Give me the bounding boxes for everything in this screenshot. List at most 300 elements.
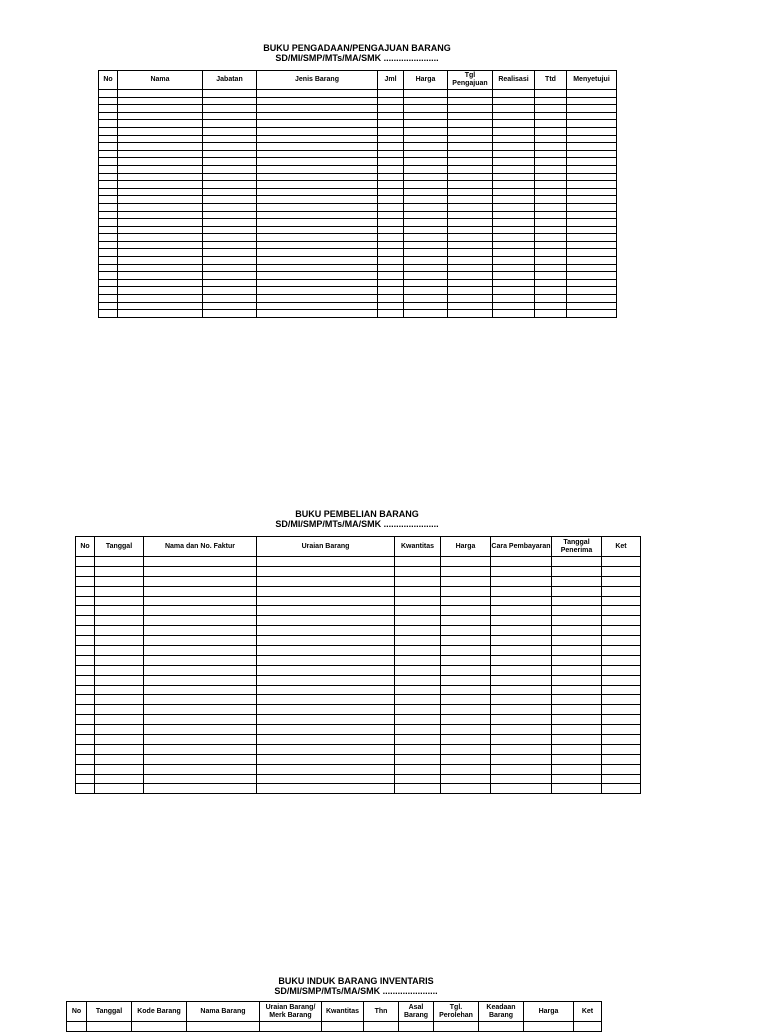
table-cell[interactable]	[144, 586, 257, 596]
table-cell[interactable]	[567, 295, 617, 303]
table-cell[interactable]	[404, 302, 448, 310]
table-cell[interactable]	[535, 226, 567, 234]
table-cell[interactable]	[404, 105, 448, 113]
table-cell[interactable]	[535, 173, 567, 181]
table-cell[interactable]	[404, 203, 448, 211]
table-cell[interactable]	[257, 626, 395, 636]
table-cell[interactable]	[257, 715, 395, 725]
table-cell[interactable]	[144, 725, 257, 735]
table-cell[interactable]	[404, 234, 448, 242]
table-cell[interactable]	[203, 135, 257, 143]
table-cell[interactable]	[257, 287, 378, 295]
table-cell[interactable]	[203, 158, 257, 166]
table-cell[interactable]	[378, 112, 404, 120]
table-cell[interactable]	[491, 754, 552, 764]
table-cell[interactable]	[257, 135, 378, 143]
table-cell[interactable]	[535, 196, 567, 204]
table-cell[interactable]	[87, 1022, 132, 1032]
table-cell[interactable]	[448, 120, 493, 128]
table-cell[interactable]	[602, 626, 641, 636]
table-cell[interactable]	[76, 784, 95, 794]
table-cell[interactable]	[535, 279, 567, 287]
table-cell[interactable]	[441, 695, 491, 705]
table-cell[interactable]	[535, 120, 567, 128]
table-cell[interactable]	[493, 226, 535, 234]
table-cell[interactable]	[257, 241, 378, 249]
table-cell[interactable]	[257, 295, 378, 303]
table-cell[interactable]	[448, 181, 493, 189]
table-cell[interactable]	[144, 774, 257, 784]
table-cell[interactable]	[491, 606, 552, 616]
table-cell[interactable]	[203, 249, 257, 257]
table-cell[interactable]	[203, 234, 257, 242]
table-cell[interactable]	[493, 310, 535, 318]
table-cell[interactable]	[99, 211, 118, 219]
table-cell[interactable]	[76, 636, 95, 646]
table-cell[interactable]	[76, 616, 95, 626]
table-cell[interactable]	[493, 90, 535, 98]
table-cell[interactable]	[95, 576, 144, 586]
table-cell[interactable]	[567, 257, 617, 265]
table-cell[interactable]	[99, 90, 118, 98]
table-cell[interactable]	[378, 203, 404, 211]
table-cell[interactable]	[535, 295, 567, 303]
table-cell[interactable]	[76, 626, 95, 636]
table-cell[interactable]	[99, 241, 118, 249]
table-cell[interactable]	[257, 173, 378, 181]
table-cell[interactable]	[441, 586, 491, 596]
table-cell[interactable]	[203, 203, 257, 211]
table-cell[interactable]	[144, 754, 257, 764]
table-cell[interactable]	[203, 181, 257, 189]
table-cell[interactable]	[95, 566, 144, 576]
table-cell[interactable]	[448, 158, 493, 166]
table-cell[interactable]	[448, 272, 493, 280]
table-cell[interactable]	[448, 219, 493, 227]
table-cell[interactable]	[257, 120, 378, 128]
table-cell[interactable]	[535, 272, 567, 280]
table-cell[interactable]	[99, 279, 118, 287]
table-cell[interactable]	[99, 97, 118, 105]
table-cell[interactable]	[524, 1022, 574, 1032]
table-cell[interactable]	[76, 764, 95, 774]
table-cell[interactable]	[257, 127, 378, 135]
table-cell[interactable]	[395, 616, 441, 626]
table-cell[interactable]	[404, 97, 448, 105]
table-cell[interactable]	[144, 695, 257, 705]
table-cell[interactable]	[257, 725, 395, 735]
table-cell[interactable]	[602, 784, 641, 794]
table-cell[interactable]	[99, 196, 118, 204]
table-cell[interactable]	[76, 586, 95, 596]
table-cell[interactable]	[203, 165, 257, 173]
table-cell[interactable]	[76, 774, 95, 784]
table-cell[interactable]	[567, 188, 617, 196]
table-cell[interactable]	[552, 705, 602, 715]
table-cell[interactable]	[552, 576, 602, 586]
table-cell[interactable]	[567, 241, 617, 249]
table-cell[interactable]	[203, 219, 257, 227]
table-cell[interactable]	[552, 596, 602, 606]
table-cell[interactable]	[118, 302, 203, 310]
table-cell[interactable]	[448, 249, 493, 257]
table-cell[interactable]	[535, 264, 567, 272]
table-cell[interactable]	[257, 272, 378, 280]
table-cell[interactable]	[491, 764, 552, 774]
table-cell[interactable]	[395, 744, 441, 754]
table-cell[interactable]	[203, 257, 257, 265]
table-cell[interactable]	[441, 675, 491, 685]
table-cell[interactable]	[395, 626, 441, 636]
table-cell[interactable]	[395, 596, 441, 606]
table-cell[interactable]	[364, 1022, 399, 1032]
table-cell[interactable]	[567, 120, 617, 128]
table-cell[interactable]	[493, 295, 535, 303]
table-cell[interactable]	[441, 774, 491, 784]
table-cell[interactable]	[441, 754, 491, 764]
table-cell[interactable]	[552, 725, 602, 735]
table-cell[interactable]	[535, 203, 567, 211]
table-cell[interactable]	[378, 105, 404, 113]
table-cell[interactable]	[99, 127, 118, 135]
table-cell[interactable]	[76, 715, 95, 725]
table-cell[interactable]	[203, 226, 257, 234]
table-cell[interactable]	[491, 685, 552, 695]
table-cell[interactable]	[493, 203, 535, 211]
table-cell[interactable]	[491, 774, 552, 784]
table-cell[interactable]	[602, 665, 641, 675]
table-cell[interactable]	[441, 715, 491, 725]
table-cell[interactable]	[203, 196, 257, 204]
table-cell[interactable]	[203, 127, 257, 135]
table-cell[interactable]	[493, 127, 535, 135]
table-cell[interactable]	[257, 211, 378, 219]
table-cell[interactable]	[118, 310, 203, 318]
table-cell[interactable]	[567, 272, 617, 280]
table-cell[interactable]	[378, 135, 404, 143]
table-cell[interactable]	[493, 135, 535, 143]
table-cell[interactable]	[257, 596, 395, 606]
table-cell[interactable]	[144, 784, 257, 794]
table-cell[interactable]	[602, 735, 641, 745]
table-cell[interactable]	[378, 264, 404, 272]
table-cell[interactable]	[535, 257, 567, 265]
table-cell[interactable]	[99, 165, 118, 173]
table-cell[interactable]	[448, 302, 493, 310]
table-cell[interactable]	[99, 188, 118, 196]
table-cell[interactable]	[404, 272, 448, 280]
table-cell[interactable]	[257, 616, 395, 626]
table-cell[interactable]	[378, 234, 404, 242]
table-cell[interactable]	[493, 143, 535, 151]
table-cell[interactable]	[95, 596, 144, 606]
table-cell[interactable]	[257, 105, 378, 113]
table-cell[interactable]	[378, 97, 404, 105]
table-cell[interactable]	[535, 90, 567, 98]
table-cell[interactable]	[535, 158, 567, 166]
table-cell[interactable]	[378, 150, 404, 158]
table-cell[interactable]	[257, 655, 395, 665]
table-cell[interactable]	[118, 211, 203, 219]
table-cell[interactable]	[378, 272, 404, 280]
table-cell[interactable]	[535, 135, 567, 143]
table-cell[interactable]	[448, 264, 493, 272]
table-cell[interactable]	[448, 310, 493, 318]
table-cell[interactable]	[118, 150, 203, 158]
table-cell[interactable]	[95, 735, 144, 745]
table-cell[interactable]	[535, 188, 567, 196]
table-cell[interactable]	[395, 675, 441, 685]
table-cell[interactable]	[448, 196, 493, 204]
table-cell[interactable]	[257, 557, 395, 567]
table-cell[interactable]	[491, 695, 552, 705]
table-cell[interactable]	[76, 557, 95, 567]
table-cell[interactable]	[257, 112, 378, 120]
table-cell[interactable]	[535, 105, 567, 113]
table-cell[interactable]	[493, 272, 535, 280]
table-cell[interactable]	[144, 596, 257, 606]
table-cell[interactable]	[491, 557, 552, 567]
table-cell[interactable]	[118, 143, 203, 151]
table-cell[interactable]	[493, 287, 535, 295]
table-cell[interactable]	[95, 606, 144, 616]
table-cell[interactable]	[395, 754, 441, 764]
table-cell[interactable]	[99, 234, 118, 242]
table-cell[interactable]	[99, 272, 118, 280]
table-cell[interactable]	[448, 203, 493, 211]
table-cell[interactable]	[95, 616, 144, 626]
table-cell[interactable]	[404, 279, 448, 287]
table-cell[interactable]	[378, 173, 404, 181]
table-cell[interactable]	[95, 784, 144, 794]
table-cell[interactable]	[567, 143, 617, 151]
table-cell[interactable]	[378, 219, 404, 227]
table-cell[interactable]	[95, 754, 144, 764]
table-cell[interactable]	[448, 279, 493, 287]
table-cell[interactable]	[491, 744, 552, 754]
table-cell[interactable]	[76, 576, 95, 586]
table-cell[interactable]	[448, 287, 493, 295]
table-cell[interactable]	[99, 302, 118, 310]
table-cell[interactable]	[67, 1022, 87, 1032]
table-cell[interactable]	[95, 675, 144, 685]
table-cell[interactable]	[441, 784, 491, 794]
table-cell[interactable]	[144, 557, 257, 567]
table-cell[interactable]	[404, 264, 448, 272]
table-cell[interactable]	[99, 112, 118, 120]
table-cell[interactable]	[552, 616, 602, 626]
table-cell[interactable]	[479, 1022, 524, 1032]
table-cell[interactable]	[118, 120, 203, 128]
table-cell[interactable]	[574, 1022, 602, 1032]
table-cell[interactable]	[404, 143, 448, 151]
table-cell[interactable]	[493, 173, 535, 181]
table-cell[interactable]	[76, 725, 95, 735]
table-cell[interactable]	[118, 135, 203, 143]
table-cell[interactable]	[378, 90, 404, 98]
table-cell[interactable]	[567, 165, 617, 173]
table-cell[interactable]	[404, 181, 448, 189]
table-cell[interactable]	[76, 754, 95, 764]
table-cell[interactable]	[257, 97, 378, 105]
table-cell[interactable]	[567, 97, 617, 105]
table-cell[interactable]	[602, 646, 641, 656]
table-cell[interactable]	[99, 203, 118, 211]
table-cell[interactable]	[118, 279, 203, 287]
table-cell[interactable]	[257, 257, 378, 265]
table-cell[interactable]	[132, 1022, 187, 1032]
table-cell[interactable]	[441, 685, 491, 695]
table-cell[interactable]	[378, 143, 404, 151]
table-cell[interactable]	[99, 287, 118, 295]
table-cell[interactable]	[493, 120, 535, 128]
table-cell[interactable]	[535, 219, 567, 227]
table-cell[interactable]	[203, 120, 257, 128]
table-cell[interactable]	[257, 279, 378, 287]
table-cell[interactable]	[567, 196, 617, 204]
table-cell[interactable]	[203, 287, 257, 295]
table-cell[interactable]	[567, 219, 617, 227]
table-cell[interactable]	[404, 257, 448, 265]
table-cell[interactable]	[378, 279, 404, 287]
table-cell[interactable]	[144, 735, 257, 745]
table-cell[interactable]	[118, 97, 203, 105]
table-cell[interactable]	[99, 135, 118, 143]
table-cell[interactable]	[448, 211, 493, 219]
table-cell[interactable]	[378, 241, 404, 249]
table-cell[interactable]	[203, 295, 257, 303]
table-cell[interactable]	[99, 120, 118, 128]
table-cell[interactable]	[491, 675, 552, 685]
table-cell[interactable]	[257, 764, 395, 774]
table-cell[interactable]	[378, 181, 404, 189]
table-cell[interactable]	[144, 606, 257, 616]
table-cell[interactable]	[118, 105, 203, 113]
table-cell[interactable]	[203, 90, 257, 98]
table-cell[interactable]	[76, 655, 95, 665]
table-cell[interactable]	[203, 310, 257, 318]
table-cell[interactable]	[552, 744, 602, 754]
table-cell[interactable]	[448, 90, 493, 98]
table-cell[interactable]	[118, 257, 203, 265]
table-cell[interactable]	[99, 264, 118, 272]
table-cell[interactable]	[493, 188, 535, 196]
table-cell[interactable]	[395, 655, 441, 665]
table-cell[interactable]	[378, 158, 404, 166]
table-cell[interactable]	[441, 705, 491, 715]
table-cell[interactable]	[257, 234, 378, 242]
table-cell[interactable]	[257, 90, 378, 98]
table-cell[interactable]	[567, 249, 617, 257]
table-cell[interactable]	[378, 165, 404, 173]
table-cell[interactable]	[552, 586, 602, 596]
table-cell[interactable]	[441, 655, 491, 665]
table-cell[interactable]	[567, 173, 617, 181]
table-cell[interactable]	[552, 626, 602, 636]
table-cell[interactable]	[257, 735, 395, 745]
table-cell[interactable]	[257, 143, 378, 151]
table-cell[interactable]	[535, 127, 567, 135]
table-cell[interactable]	[434, 1022, 479, 1032]
table-cell[interactable]	[118, 90, 203, 98]
table-cell[interactable]	[404, 188, 448, 196]
table-cell[interactable]	[448, 234, 493, 242]
table-cell[interactable]	[76, 596, 95, 606]
table-cell[interactable]	[118, 295, 203, 303]
table-cell[interactable]	[448, 127, 493, 135]
table-cell[interactable]	[76, 675, 95, 685]
table-cell[interactable]	[491, 705, 552, 715]
table-cell[interactable]	[378, 310, 404, 318]
table-cell[interactable]	[257, 150, 378, 158]
table-cell[interactable]	[602, 774, 641, 784]
table-cell[interactable]	[567, 127, 617, 135]
table-cell[interactable]	[99, 257, 118, 265]
table-cell[interactable]	[552, 754, 602, 764]
table-cell[interactable]	[257, 586, 395, 596]
table-cell[interactable]	[257, 158, 378, 166]
table-cell[interactable]	[95, 744, 144, 754]
table-cell[interactable]	[395, 566, 441, 576]
table-cell[interactable]	[404, 287, 448, 295]
table-cell[interactable]	[441, 764, 491, 774]
table-cell[interactable]	[552, 774, 602, 784]
table-cell[interactable]	[448, 105, 493, 113]
table-cell[interactable]	[491, 586, 552, 596]
table-cell[interactable]	[95, 685, 144, 695]
table-cell[interactable]	[448, 173, 493, 181]
table-cell[interactable]	[203, 112, 257, 120]
table-cell[interactable]	[99, 150, 118, 158]
table-cell[interactable]	[491, 725, 552, 735]
table-cell[interactable]	[441, 646, 491, 656]
table-cell[interactable]	[118, 112, 203, 120]
table-cell[interactable]	[203, 143, 257, 151]
table-cell[interactable]	[395, 774, 441, 784]
table-cell[interactable]	[535, 241, 567, 249]
table-cell[interactable]	[322, 1022, 364, 1032]
table-cell[interactable]	[552, 566, 602, 576]
table-cell[interactable]	[99, 173, 118, 181]
table-cell[interactable]	[257, 774, 395, 784]
table-cell[interactable]	[404, 310, 448, 318]
table-cell[interactable]	[567, 287, 617, 295]
table-cell[interactable]	[441, 725, 491, 735]
table-cell[interactable]	[203, 105, 257, 113]
table-cell[interactable]	[493, 112, 535, 120]
table-cell[interactable]	[257, 264, 378, 272]
table-cell[interactable]	[378, 211, 404, 219]
table-cell[interactable]	[203, 211, 257, 219]
table-cell[interactable]	[257, 196, 378, 204]
table-cell[interactable]	[144, 744, 257, 754]
table-cell[interactable]	[602, 715, 641, 725]
table-cell[interactable]	[602, 616, 641, 626]
table-cell[interactable]	[552, 636, 602, 646]
table-cell[interactable]	[602, 557, 641, 567]
table-cell[interactable]	[552, 557, 602, 567]
table-cell[interactable]	[602, 566, 641, 576]
table-cell[interactable]	[260, 1022, 322, 1032]
table-cell[interactable]	[535, 249, 567, 257]
table-cell[interactable]	[257, 181, 378, 189]
table-cell[interactable]	[552, 695, 602, 705]
table-cell[interactable]	[602, 675, 641, 685]
table-cell[interactable]	[448, 295, 493, 303]
table-cell[interactable]	[257, 226, 378, 234]
table-cell[interactable]	[95, 626, 144, 636]
table-cell[interactable]	[395, 705, 441, 715]
